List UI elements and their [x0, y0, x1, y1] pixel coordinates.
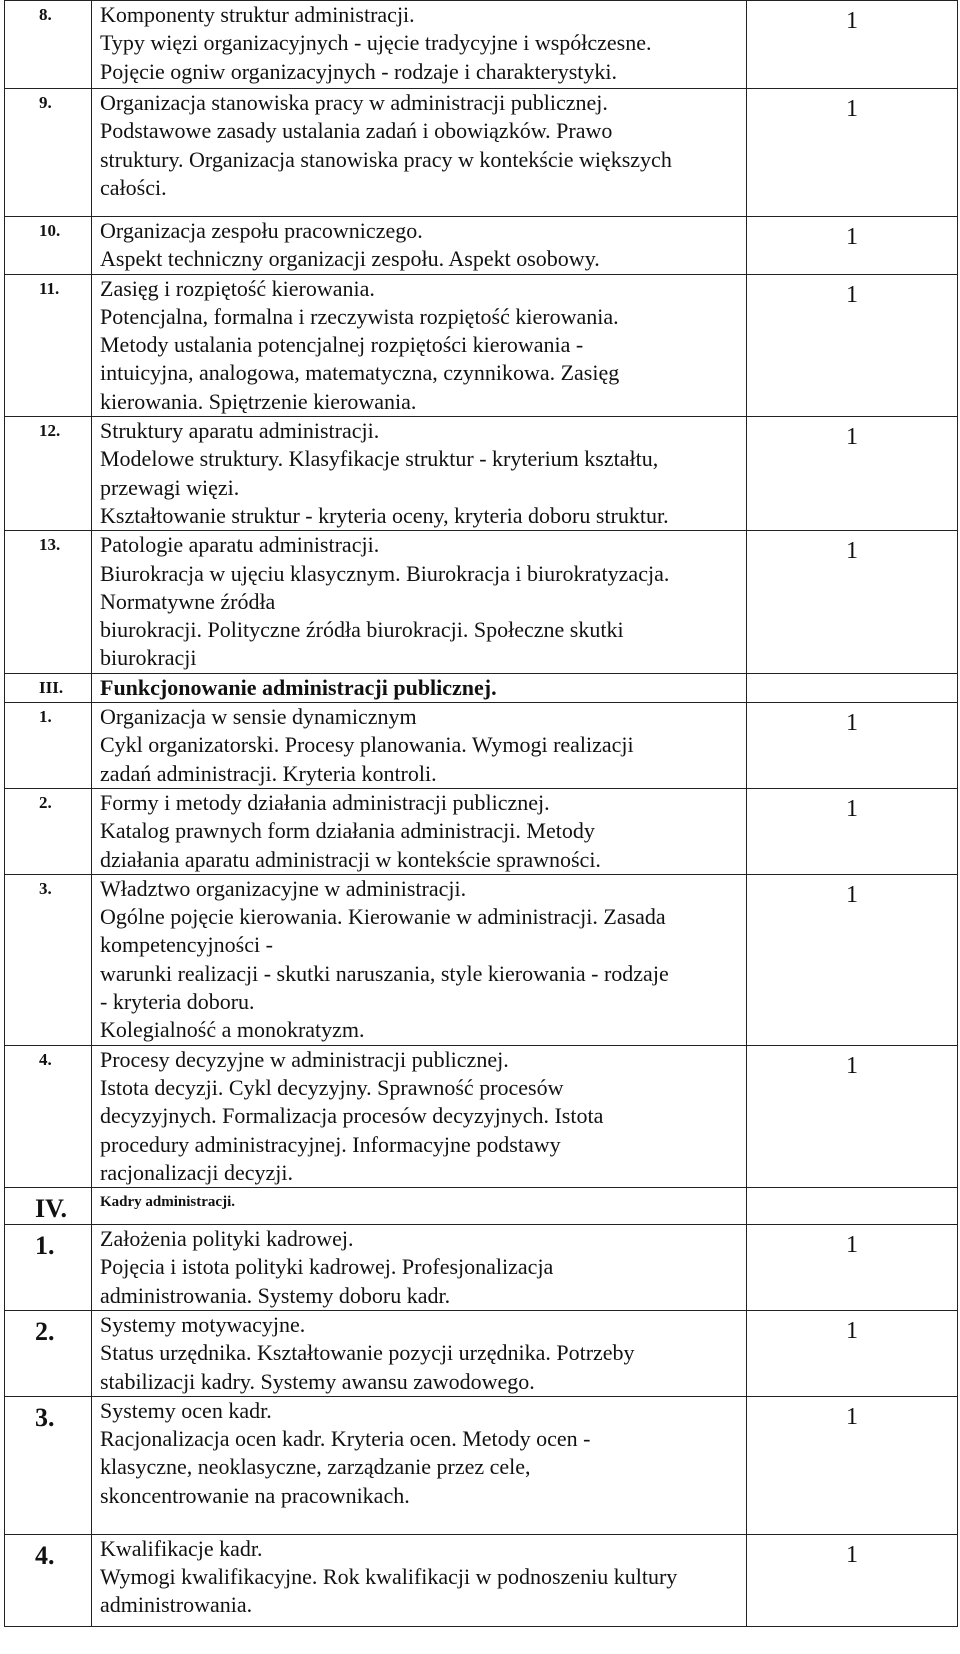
row-number-cell — [5, 274, 92, 416]
topic-title: Struktury aparatu administracji. — [100, 418, 380, 444]
row-number: 2. — [35, 1316, 55, 1346]
hours-value: 1 — [846, 1541, 858, 1568]
row-number-cell — [5, 217, 92, 275]
topic-description-line: Metody ustalania potencjalnej rozpiętości kierowania - — [100, 332, 584, 358]
section-heading: Funkcjonowanie administracji publicznej. — [100, 674, 497, 700]
hours-value: 1 — [846, 224, 858, 250]
hours-value: 1 — [846, 96, 858, 122]
hours-value: 1 — [846, 1232, 858, 1259]
topic-description-line: struktury. Organizacja stanowiska pracy w kontekście większych — [100, 146, 672, 172]
row-number: 4. — [35, 1540, 55, 1570]
topic-description-line: procedury administracyjnej. Informacyjne podstawy — [100, 1131, 561, 1157]
topic-row — [5, 1225, 958, 1311]
topic-description-line: Potencjalna, formalna i rzeczywista rozpiętość kierowania. — [100, 303, 619, 329]
topic-description-line: Biurokracja w ujęciu klasycznym. Biurokracja i biurokratyzacja. — [100, 560, 670, 586]
topic-title: Komponenty struktur administracji. — [100, 2, 415, 27]
hours-value: 1 — [846, 424, 858, 451]
topic-content-cell — [92, 1225, 747, 1311]
row-number: 13. — [39, 535, 61, 555]
topic-title: Formy i metody działania administracji publicznej. — [100, 789, 550, 815]
row-number-cell — [5, 1534, 92, 1626]
row-number-cell — [5, 1225, 92, 1311]
hours-cell — [747, 874, 958, 1045]
topic-description-line: Podstawowe zasady ustalania zadań i obowiązków. Prawo — [100, 118, 613, 144]
topic-row — [5, 1396, 958, 1534]
topic-description-line: całości. — [100, 174, 167, 200]
topic-title: Organizacja zespołu pracowniczego. — [100, 218, 423, 243]
topic-description-line: zadań administracji. Kryteria kontroli. — [100, 760, 437, 786]
topic-content-cell — [92, 1, 747, 89]
hours-cell — [747, 1534, 958, 1626]
topic-content-cell — [92, 1534, 747, 1626]
topic-description-line: Typy więzi organizacyjnych - ujęcie tradycyjne i współczesne. — [100, 30, 652, 56]
hours-cell — [747, 274, 958, 416]
topic-description-line: - kryteria doboru. — [100, 989, 255, 1015]
row-number-cell — [5, 874, 92, 1045]
row-number: IV. — [35, 1194, 68, 1224]
row-number: 2. — [39, 792, 52, 812]
topic-description-line: Wymogi kwalifikacyjne. Rok kwalifikacji w podnoszeniu kultury — [100, 1564, 678, 1590]
topic-title: Organizacja stanowiska pracy w administracji publicznej. — [100, 90, 608, 115]
topic-description-line: biurokracji — [100, 645, 197, 671]
topic-content-cell — [92, 1188, 747, 1225]
topic-title: Organizacja w sensie dynamicznym — [100, 704, 417, 730]
row-number: III. — [39, 677, 64, 697]
topic-description-line: skoncentrowanie na pracownikach. — [100, 1482, 410, 1508]
topic-description-line: Kolegialność a monokratyzm. — [100, 1017, 365, 1043]
topic-description-line: administrowania. Systemy doboru kadr. — [100, 1282, 451, 1308]
hours-cell — [747, 1310, 958, 1396]
row-number-cell — [5, 531, 92, 673]
topic-description-line: Pojęcie ogniw organizacyjnych - rodzaje i charakterystyki. — [100, 58, 618, 84]
topic-row — [5, 1534, 958, 1626]
syllabus-table — [4, 0, 958, 1627]
hours-value: 1 — [846, 538, 858, 565]
hours-cell — [747, 673, 958, 702]
topic-content-cell — [92, 788, 747, 874]
topic-content-cell — [92, 1310, 747, 1396]
row-number: 1. — [35, 1231, 55, 1261]
hours-cell — [747, 417, 958, 531]
topic-title: Systemy motywacyjne. — [100, 1311, 306, 1337]
topic-description-line: działania aparatu administracji w kontekście sprawności. — [100, 846, 601, 872]
topic-content-cell — [92, 531, 747, 673]
topic-description-line: Ogólne pojęcie kierowania. Kierowanie w administracji. Zasada — [100, 904, 666, 930]
topic-content-cell — [92, 217, 747, 275]
section-heading-row — [5, 1188, 958, 1225]
topic-description-line: decyzyjnych. Formalizacja procesów decyzyjnych. Istota — [100, 1103, 604, 1129]
topic-content-cell — [92, 274, 747, 416]
hours-cell — [747, 217, 958, 275]
row-number-cell — [5, 89, 92, 217]
topic-row — [5, 89, 958, 217]
topic-description-line: Aspekt techniczny organizacji zespołu. Aspekt osobowy. — [100, 246, 600, 272]
row-number-cell — [5, 1310, 92, 1396]
row-number-cell — [5, 1396, 92, 1534]
row-number-cell — [5, 1188, 92, 1225]
hours-cell — [747, 788, 958, 874]
row-number-cell — [5, 673, 92, 702]
row-number: 11. — [39, 278, 60, 298]
topic-description-line: Katalog prawnych form działania administracji. Metody — [100, 818, 595, 844]
row-number: 8. — [39, 5, 52, 24]
topic-row — [5, 1045, 958, 1187]
section-heading-row — [5, 673, 958, 702]
topic-content-cell — [92, 89, 747, 217]
topic-description-line: warunki realizacji - skutki naruszania, style kierowania - rodzaje — [100, 960, 669, 986]
hours-cell — [747, 89, 958, 217]
topic-description-line: Modelowe struktury. Klasyfikacje struktur - kryterium kształtu, — [100, 446, 659, 472]
topic-description-line: Racjonalizacja ocen kadr. Kryteria ocen. Metody ocen - — [100, 1426, 591, 1452]
topic-row — [5, 874, 958, 1045]
hours-cell — [747, 1188, 958, 1225]
topic-row — [5, 531, 958, 673]
topic-content-cell — [92, 417, 747, 531]
row-number: 9. — [39, 93, 52, 112]
row-number: 12. — [39, 421, 61, 441]
topic-description-line: Normatywne źródła — [100, 588, 276, 614]
topic-description-line: Cykl organizatorski. Procesy planowania. Wymogi realizacji — [100, 732, 634, 758]
topic-description-line: racjonalizacji decyzji. — [100, 1159, 293, 1185]
hours-cell — [747, 1, 958, 89]
hours-cell — [747, 531, 958, 673]
topic-row — [5, 417, 958, 531]
hours-value: 1 — [846, 881, 858, 908]
hours-value: 1 — [846, 281, 858, 308]
topic-description-line: kompetencyjności - — [100, 932, 273, 958]
syllabus-table-body — [5, 1, 958, 1627]
topic-description-line: stabilizacji kadry. Systemy awansu zawodowego. — [100, 1368, 535, 1394]
hours-cell — [747, 1045, 958, 1187]
hours-value: 1 — [846, 795, 858, 822]
topic-description-line: Pojęcia i istota polityki kadrowej. Profesjonalizacja — [100, 1254, 554, 1280]
topic-description-line: Status urzędnika. Kształtowanie pozycji urzędnika. Potrzeby — [100, 1340, 635, 1366]
row-number-cell — [5, 703, 92, 789]
hours-cell — [747, 1396, 958, 1534]
section-heading: Kadry administracji. — [100, 1194, 235, 1211]
row-number: 3. — [39, 878, 52, 898]
topic-description-line: administrowania. — [100, 1592, 253, 1618]
topic-title: Patologie aparatu administracji. — [100, 532, 380, 558]
row-number-cell — [5, 417, 92, 531]
topic-content-cell — [92, 874, 747, 1045]
topic-row — [5, 1, 958, 89]
row-number-cell — [5, 1, 92, 89]
topic-description-line: klasyczne, neoklasyczne, zarządzanie przez cele, — [100, 1454, 531, 1480]
hours-value: 1 — [846, 1052, 858, 1079]
topic-row — [5, 788, 958, 874]
hours-value — [747, 1188, 957, 1194]
topic-row — [5, 703, 958, 789]
topic-title: Zasięg i rozpiętość kierowania. — [100, 275, 375, 301]
row-number-cell — [5, 1045, 92, 1187]
hours-value: 1 — [846, 8, 858, 34]
topic-description-line: przewagi więzi. — [100, 474, 240, 500]
row-number: 4. — [39, 1049, 52, 1069]
hours-value: 1 — [846, 710, 858, 737]
topic-content-cell — [92, 673, 747, 702]
topic-title: Władztwo organizacyjne w administracji. — [100, 875, 467, 901]
row-number: 3. — [35, 1402, 55, 1432]
row-number-cell — [5, 788, 92, 874]
row-number: 1. — [39, 707, 52, 727]
topic-title: Założenia polityki kadrowej. — [100, 1226, 354, 1252]
row-number: 10. — [39, 221, 61, 240]
topic-row — [5, 1310, 958, 1396]
hours-cell — [747, 1225, 958, 1311]
topic-title: Systemy ocen kadr. — [100, 1397, 272, 1423]
topic-content-cell — [92, 1396, 747, 1534]
topic-content-cell — [92, 1045, 747, 1187]
topic-description-line: kierowania. Spiętrzenie kierowania. — [100, 388, 417, 414]
topic-title: Kwalifikacje kadr. — [100, 1535, 263, 1561]
topic-row — [5, 217, 958, 275]
topic-title: Procesy decyzyjne w administracji publicznej. — [100, 1046, 509, 1072]
hours-value: 1 — [846, 1403, 858, 1430]
topic-row — [5, 274, 958, 416]
topic-content-cell — [92, 703, 747, 789]
topic-description-line: biurokracji. Polityczne źródła biurokracji. Społeczne skutki — [100, 617, 624, 643]
hours-value: 1 — [846, 1317, 858, 1344]
topic-description-line: Istota decyzji. Cykl decyzyjny. Sprawność procesów — [100, 1074, 564, 1100]
topic-description-line: Kształtowanie struktur - kryteria oceny, kryteria doboru struktur. — [100, 502, 669, 528]
topic-description-line: intuicyjna, analogowa, matematyczna, czynnikowa. Zasięg — [100, 360, 620, 386]
hours-value — [747, 674, 957, 680]
hours-cell — [747, 703, 958, 789]
